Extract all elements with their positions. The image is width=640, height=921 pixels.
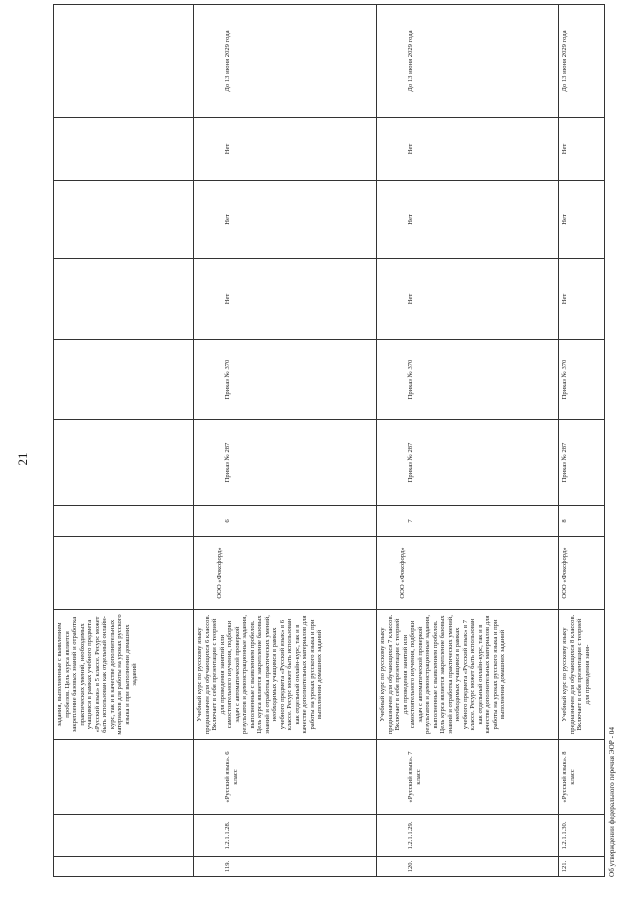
cell-publisher: ООО «Фоксфорд» — [559, 537, 605, 610]
cell-description: Учебный курс по русскому языку предназначен для обучающихся 7 классов. Включает в себя презентации с теорией для проведения занятий или самостоятельного изучения, подборки задач с автоматической проверкой результатов и демонстрационные задания, выполненные с выявлением пробелов. Цель курса является закрепление базовых знаний и отработка практических умений, необходимых учащимся в рамках учебного предмета «Русский язык» в 7 классе. Ресурс может быть использован как отдельный онлайн-курс, так и в качестве дополнительных материалов для работы на уроках русского языка и при выполнении домашних заданий — [377, 610, 559, 740]
cell-grade: 6 — [194, 506, 377, 537]
cell-name: «Русский язык». 6 класс — [194, 740, 377, 815]
cell-deadline: До 13 июня 2029 года — [559, 5, 605, 118]
cell-code: 1.2.1.1.28. — [194, 815, 377, 857]
cell-num: 120. — [377, 857, 559, 877]
cell-col-b: Нет — [377, 181, 559, 259]
cell-publisher: ООО «Фоксфорд» — [194, 537, 377, 610]
cell-order-2: Приказ № 370 — [559, 340, 605, 420]
table-row — [559, 5, 605, 877]
cell-code: 1.2.1.1.30. — [559, 815, 605, 857]
cell-deadline — [54, 5, 194, 118]
cell-col-a — [54, 259, 194, 340]
cell-publisher — [54, 537, 194, 610]
table-row — [194, 5, 377, 877]
cell-order-2 — [54, 340, 194, 420]
cell-col-b: Нет — [559, 181, 605, 259]
footnote: Об утверждении федерального перечня ЭОР - 04 — [608, 727, 616, 877]
cell-col-a: Нет — [194, 259, 377, 340]
cell-publisher: ООО «Фоксфорд» — [377, 537, 559, 610]
cell-num: 121. — [559, 857, 605, 877]
cell-order-1: Приказ № 287 — [559, 420, 605, 506]
cell-code: 1.2.1.1.29. — [377, 815, 559, 857]
cell-num — [54, 857, 194, 877]
cell-col-a: Нет — [559, 259, 605, 340]
cell-deadline: До 13 июня 2029 года — [194, 5, 377, 118]
registry-table — [53, 4, 605, 877]
cell-order-1 — [54, 420, 194, 506]
cell-code — [54, 815, 194, 857]
table-row — [377, 5, 559, 877]
cell-description: задания, выполненные с выявлением пробелов. Цель курса является закрепление базовых знаний и отработка практических умений, необходимых учащимся в рамках учебного предмета «Русский язык» в 5 классе. Ресурс может быть использован как отдельный онлайн-курс, так и в качестве дополнительных материалов для работы на уроках русского языка и при выполнении домашних заданий — [54, 610, 194, 740]
cell-order-2: Приказ № 370 — [194, 340, 377, 420]
page-number: 21 — [15, 452, 30, 466]
cell-name: «Русский язык». 7 класс — [377, 740, 559, 815]
cell-col-c: Нет — [377, 118, 559, 181]
cell-grade: 7 — [377, 506, 559, 537]
cell-order-1: Приказ № 287 — [194, 420, 377, 506]
cell-name — [54, 740, 194, 815]
cell-col-c: Нет — [559, 118, 605, 181]
cell-col-c — [54, 118, 194, 181]
cell-name: «Русский язык». 8 класс — [559, 740, 605, 815]
cell-grade: 8 — [559, 506, 605, 537]
cell-col-b: Нет — [194, 181, 377, 259]
cell-order-1: Приказ № 287 — [377, 420, 559, 506]
cell-grade — [54, 506, 194, 537]
cell-col-a: Нет — [377, 259, 559, 340]
cell-col-b — [54, 181, 194, 259]
cell-description: Учебный курс по русскому языку предназначен для обучающихся 8 классов. Включает в себя презентации с теорией для проведения заня- — [559, 610, 605, 740]
cell-col-c: Нет — [194, 118, 377, 181]
cell-deadline: До 13 июня 2029 года — [377, 5, 559, 118]
table-row-continued — [54, 5, 194, 877]
cell-num: 119. — [194, 857, 377, 877]
cell-order-2: Приказ № 370 — [377, 340, 559, 420]
cell-description: Учебный курс по русскому языку предназначен для обучающихся 6 классов. Включает в себя презентации с теорией для проведения занятий или самостоятельного изучения, подборки задач с автоматической проверкой результатов и демонстрационные задания, выполненные с выявлением пробелов. Цель курса является закрепление базовых знаний и отработка практических умений, необходимых учащимся в рамках учебного предмета «Русский язык» в 6 классе. Ресурс может быть использован как отдельный онлайн-курс, так и в качестве дополнительных материалов для работы на уроках русского языка и при выполнении домашних заданий — [194, 610, 377, 740]
